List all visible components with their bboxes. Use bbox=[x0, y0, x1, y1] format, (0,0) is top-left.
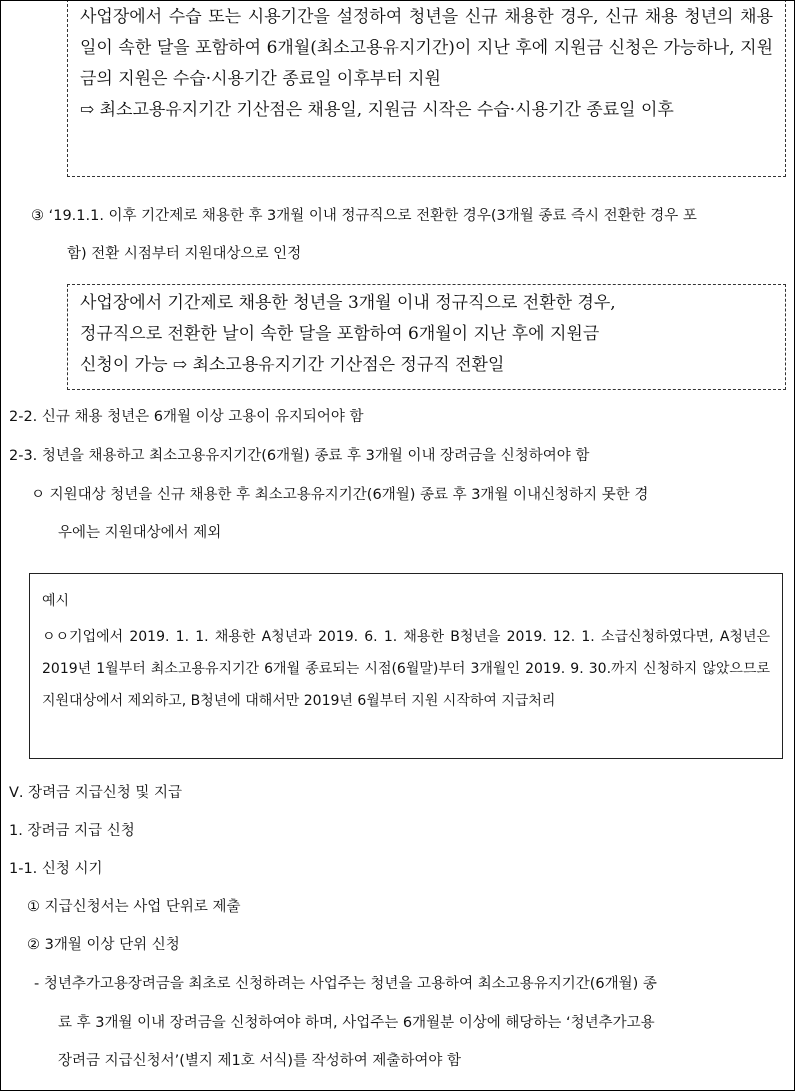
bullet-line-1: ㅇ 지원대상 청년을 신규 채용한 후 최소고용유지기간(6개월) 종료 후 3개월 이내신청하지 못한 경 bbox=[31, 487, 649, 503]
fixed-term-note-line-2: 정규직으로 전환한 날이 속한 달을 포함하여 6개월이 지난 후에 지원금 bbox=[80, 324, 600, 344]
section-v-title: Ⅴ. 장려금 지급신청 및 지급 bbox=[9, 785, 183, 801]
example-box bbox=[29, 573, 783, 759]
dash-line-3: 장려금 지급신청서’(별지 제1호 서식)를 작성하여 제출하여야 함 bbox=[58, 1053, 461, 1069]
section-1-1-title: 1-1. 신청 시기 bbox=[9, 861, 103, 877]
section-2-2: 2-2. 신규 채용 청년은 6개월 이상 고용이 유지되어야 함 bbox=[9, 409, 364, 425]
dash-line-2: 료 후 3개월 이내 장려금을 신청하여야 하며, 사업주는 6개월분 이상에 해당하는 ‘청년추가고용 bbox=[58, 1015, 655, 1031]
example-body: ㅇㅇ기업에서 2019. 1. 1. 채용한 A청년과 2019. 6. 1. 채용한 B청년을 2019. 12. 1. 소급신청하였다면, A청년은 2019년 1월부터 최소고용유지기간 6개월 종료되는 시점(6월말)부터 3개월인 2019. 9. 30.까지 신청하지 않았으므로 지원대상에서 제외하고, B청년에 대해서만 2019년 6월부터 지원 시작하여 지급처리 bbox=[42, 629, 770, 709]
item-circled-1: ① 지급신청서는 사업 단위로 제출 bbox=[27, 899, 241, 915]
probation-note-arrow: ⇨ 최소고용유지기간 기산점은 채용일, 지원금 시작은 수습·시용기간 종료일 이후 bbox=[80, 100, 674, 120]
section-1-title: 1. 장려금 지급 신청 bbox=[9, 823, 135, 839]
item-3-line-1: ③ ‘19.1.1. 이후 기간제로 채용한 후 3개월 이내 정규직으로 전환한 경우(3개월 종료 즉시 전환한 경우 포 bbox=[31, 208, 697, 224]
fixed-term-note-line-3: 신청이 가능 ⇨ 최소고용유지기간 기산점은 정규직 전환일 bbox=[80, 355, 505, 375]
dash-line-1: - 청년추가고용장려금을 최초로 신청하려는 사업주는 청년을 고용하여 최소고용유지기간(6개월) 종 bbox=[34, 976, 657, 992]
fixed-term-note-box bbox=[67, 284, 786, 390]
probation-note-text: 사업장에서 수습 또는 시용기간을 설정하여 청년을 신규 채용한 경우, 신규 채용 청년의 채용일이 속한 달을 포함하여 6개월(최소고용유지기간)이 지난 후에 지원금 신청은 가능하나, 지원금의 지원은 수습·시용기간 종료일 이후부터 지원 bbox=[80, 7, 773, 89]
item-circled-2: ② 3개월 이상 단위 신청 bbox=[27, 937, 180, 953]
section-2-3: 2-3. 청년을 채용하고 최소고용유지기간(6개월) 종료 후 3개월 이내 장려금을 신청하여야 함 bbox=[9, 448, 590, 464]
fixed-term-note-line-1: 사업장에서 기간제로 채용한 청년을 3개월 이내 정규직으로 전환한 경우, bbox=[80, 293, 616, 313]
example-title: 예시 bbox=[42, 593, 70, 609]
probation-note-box bbox=[67, 0, 786, 177]
item-3-line-2: 함) 전환 시점부터 지원대상으로 인정 bbox=[67, 246, 302, 262]
bullet-line-2: 우에는 지원대상에서 제외 bbox=[58, 525, 222, 541]
